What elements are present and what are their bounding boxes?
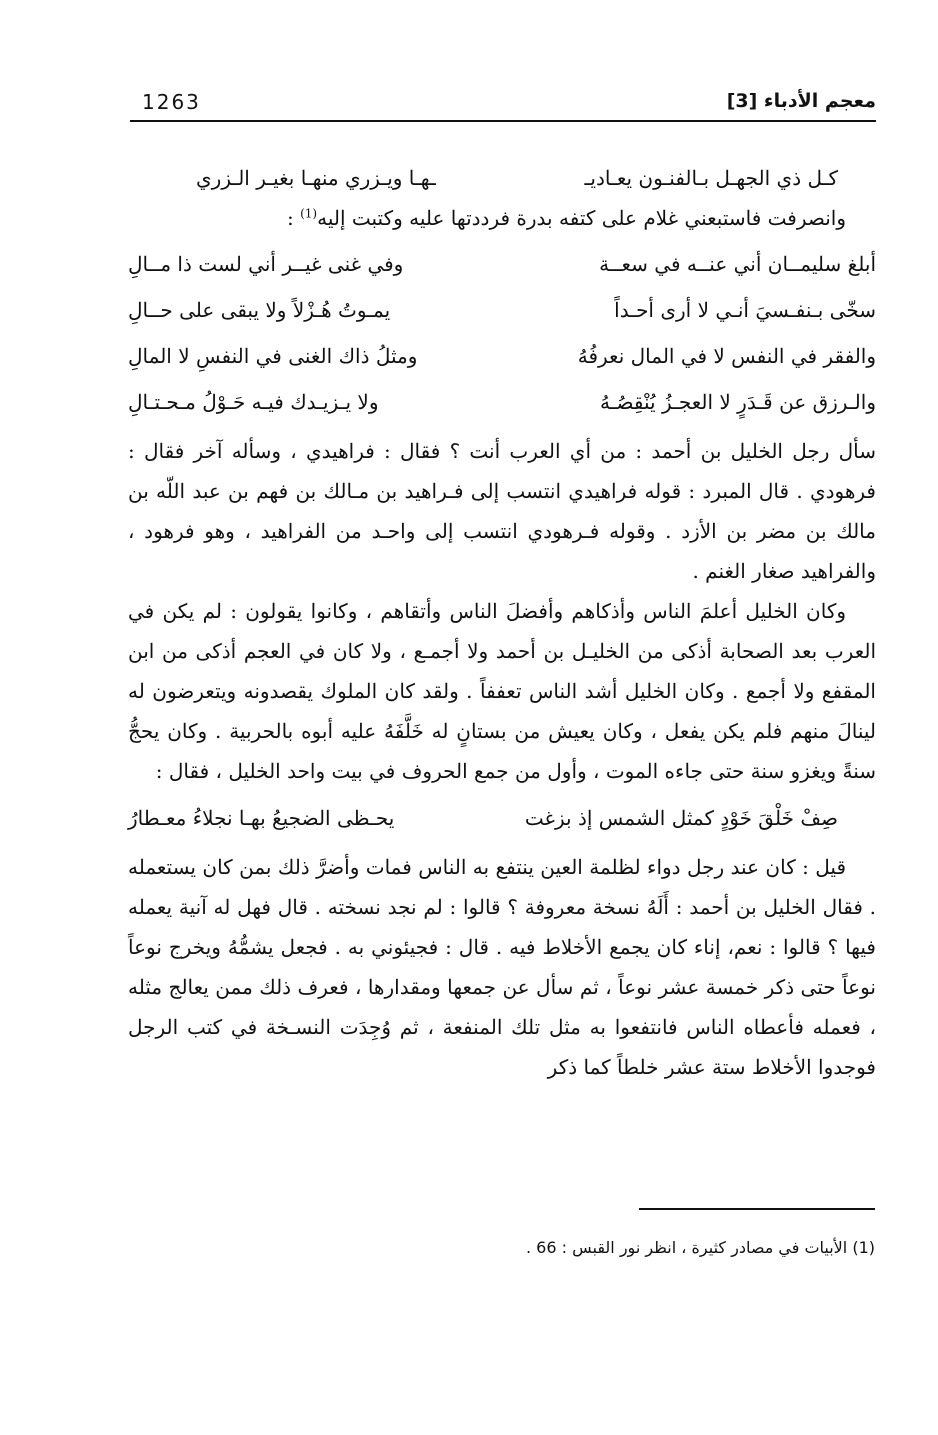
- prose-tail: :: [286, 206, 301, 230]
- footnote-mark: (1): [300, 206, 318, 221]
- paragraph: سأل رجل الخليل بن أحمد : من أي العرب أنت ؟ فقال : فراهيدي ، وسأله آخر فقال : فرهودي . قال المبرد : قوله فراهيدي انتسب إلى فـراهيد بن مـالك بن فهم بن عبد اللّه بن مالك بن مضر بن الأزد . وقوله فـرهودي انتسب إلى واحـد من الفراهيد ، وهو فرهود ، والفراهيد صغار الغنم .: [128, 439, 876, 583]
- poem-verse: [128, 379, 876, 425]
- verse-hemistich-right: والفقر في النفس لا في المال نعرفُهُ: [577, 344, 876, 368]
- body-text: [128, 155, 876, 1087]
- verse-line: [128, 795, 876, 841]
- footnote: (1) الأبيات في مصادر كثيرة ، انظر نور القبس : 66 .: [526, 1238, 875, 1257]
- page-header: [130, 88, 876, 122]
- page-number: 1263: [142, 90, 201, 114]
- prose-line: [128, 201, 876, 235]
- poem-verse: [128, 287, 876, 333]
- verse-hemistich-left: ـهـا ويـزري منهـا بغيـر الـزري: [196, 166, 436, 190]
- verse-hemistich-left: ومثلُ ذاك الغنى في النفسِ لا المالِ: [128, 344, 418, 368]
- header-rule: [130, 120, 876, 122]
- verse-hemistich-right: والـرزق عن قَـدَرٍ لا العجـزُ يُنْقِصُـهُ: [599, 390, 876, 414]
- verse-hemistich-left: يحـظى الضجيعُ بهـا نجلاءُ معـطارُ: [128, 806, 395, 830]
- running-head: معجم الأدباء [3]: [726, 90, 876, 112]
- paragraph: قيل : كان عند رجل دواء لظلمة العين ينتفع به الناس فمات وأضرَّ ذلك بمن كان يستعمله . فقال الخليل بن أحمد : أَلَهُ نسخة معروفة ؟ قالوا : لم نجد نسخته . قال فهل له آنية يعمله فيها ؟ قالوا : نعم، إناء كان يجمع الأخلاط فيه . قال : فجيئوني به . فجعل يشمُّهُ ويخرج نوعاً نوعاً حتى ذكر خمسة عشر نوعاً ، ثم سأل عن جمعها ومقدارها ، فعرف ذلك ممن يعالج مثله ، فعمله فأعطاه الناس فانتفعوا به مثل تلك المنفعة ، ثم وُجِدَت النسـخة في كتب الرجل فوجدوا الأخلاط ستة عشر خلطاً كما ذكر: [128, 855, 876, 1079]
- verse-hemistich-right: سخّى بـنفـسيَ أنـي لا أرى أحـداً: [614, 298, 876, 322]
- poem-verse: [128, 241, 876, 287]
- footnote-rule: [639, 1208, 875, 1210]
- prose-text: وانصرفت فاستبعني غلام على كتفه بدرة فرددتها عليه وكتبت إليه: [317, 206, 846, 230]
- paragraph: وكان الخليل أعلمَ الناس وأذكاهم وأفضلَ الناس وأتقاهم ، وكانوا يقولون : لم يكن في العرب بعد الصحابة أذكى من الخليـل بن أحمد ولا أجمـع ، ولا كان في العجم أذكى من ابن المقفع ولا أجمع . وكان الخليل أشد الناس تعففاً . ولقد كان الملوك يقصدونه ويتعرضون له لينالَ منهم فلم يكن يفعل ، وكان يعيش من بستانٍ له خَلَّفَهُ عليه أبوه بالحربية . وكان يحجُّ سنةً ويغزو سنة حتى جاءه الموت ، وأول من جمع الحروف في بيت واحد الخليل ، فقال :: [128, 599, 877, 783]
- verse-hemistich-left: ولا يـزيـدك فيـه حَـوْلُ مـحـتـالِ: [128, 390, 379, 414]
- verse-line: [128, 155, 876, 201]
- verse-hemistich-right: أبلغ سليمــان أني عنــه في سعــة: [599, 252, 876, 276]
- verse-hemistich-right: كـل ذي الجهـل بـالفنـون يعـاديـ: [584, 166, 838, 190]
- poem-verse: [128, 333, 876, 379]
- verse-hemistich-right: صِفْ خَلْقَ خَوْدٍ كمثل الشمس إذ بزغت: [524, 806, 838, 830]
- verse-hemistich-left: يمـوتُ هُـزْلاً ولا يبقى على حــالِ: [128, 298, 391, 322]
- verse-hemistich-left: وفي غنى غيــر أني لست ذا مــالِ: [128, 252, 404, 276]
